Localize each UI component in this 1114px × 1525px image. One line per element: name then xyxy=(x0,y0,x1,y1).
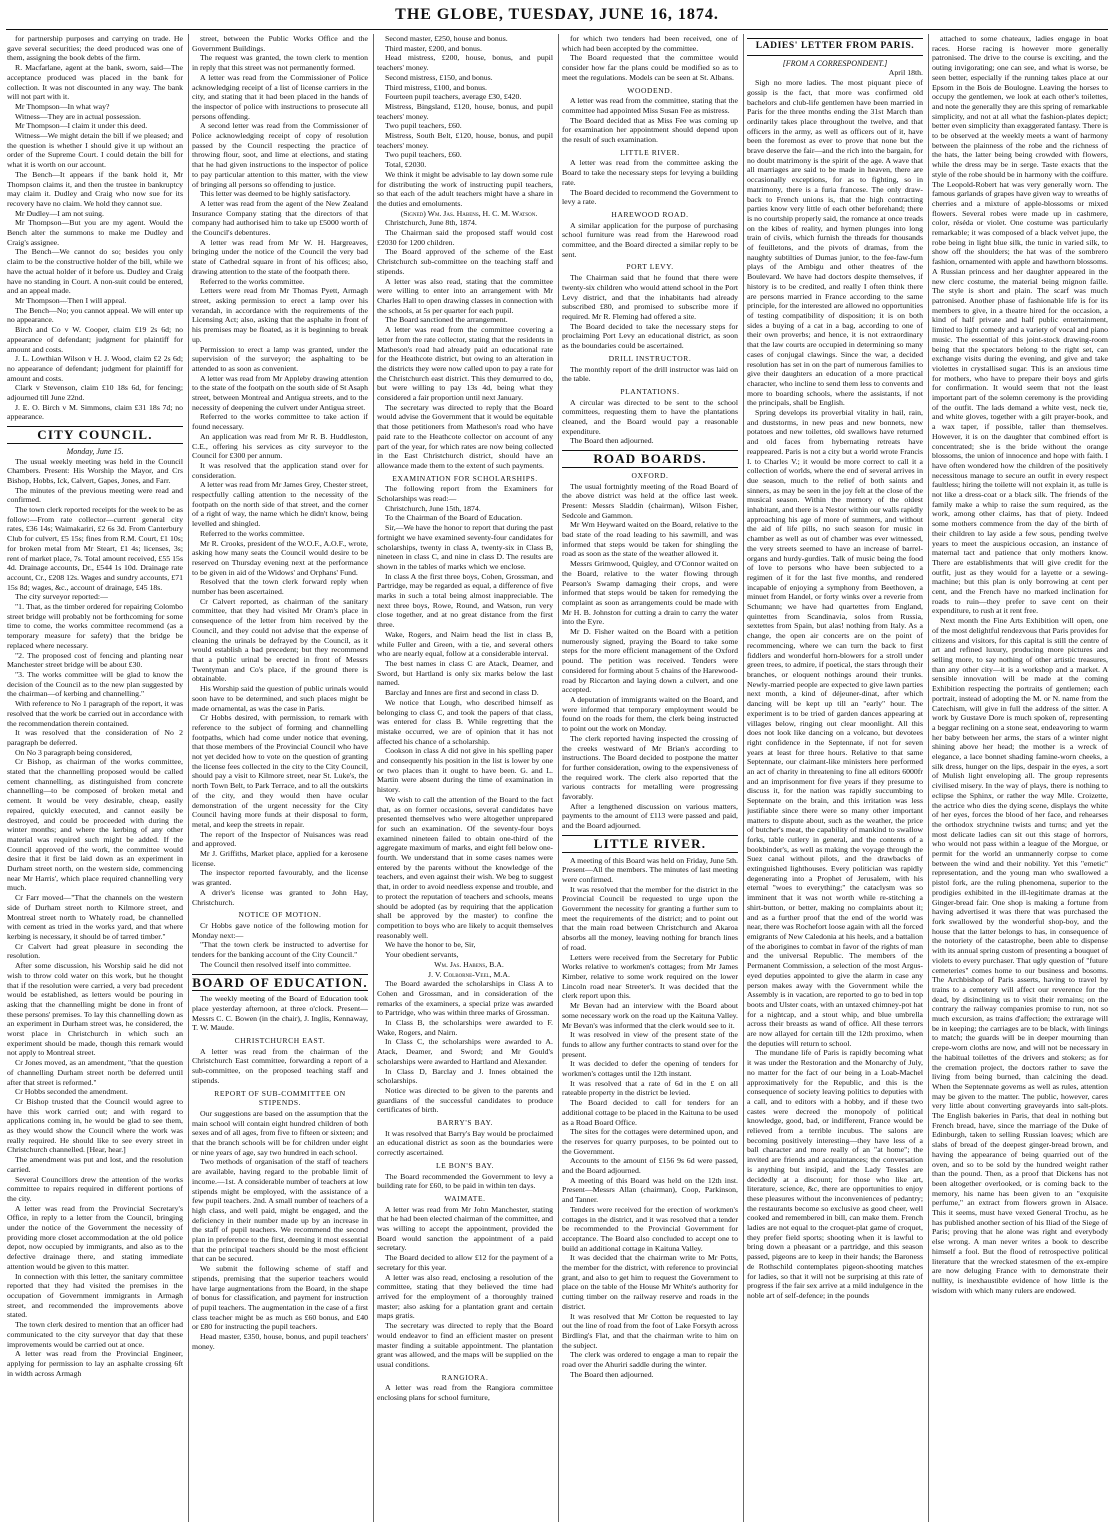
paragraph: The Board decided to recommend the Government to levy a rate. xyxy=(562,187,738,207)
paragraph: Cr Bishop trusted that the Council would agree to have this work carried out; and with regard to applications coming in, he would be glad to see them, as they would show the Council where the work was really required. He should like to see every street in Christchurch channelled. [Hear, hear.] xyxy=(7,1096,183,1155)
paragraph: We submit the following scheme of staff and stipends, premising that the superior teachers would have large augmentations from the Board, in the shape of bonus for classification, and payment for instruction of pupil teachers. The augmentation in the case of a first class teacher might be as much as £60 bonus, and £40 or £80 for instructing the pupil teachers. xyxy=(192,1264,368,1332)
section-heading-board-of-education: BOARD OF EDUCATION. xyxy=(192,974,368,990)
paragraph: Mistress, Bingsland, £120, house, bonus, and pupil teachers' money. xyxy=(377,101,553,121)
paragraph: Third master, £200, and bonus. xyxy=(385,43,482,53)
paragraph: "2. The proposed cost of fencing and planting near Manchester street bridge will be about £30. xyxy=(7,650,183,670)
subheading-christchurch-east: CHRISTCHURCH EAST. xyxy=(234,1036,326,1046)
paragraph: It was decided that the chairman write to Mr Potts, the member for the district, with reference to provincial grant, and also to get him to request the Government to place on the table of the House Mr White's authority for cutting timber on the railway reserve and roads in the district. xyxy=(562,1253,738,1311)
paragraph: The Bench—We cannot do so; besides you only claim to be the constructive holder of the bill, while we have the actual holder of it before us. Dudley and Craig have no standing in Court. A non-suit could be entered, and an appeal made. xyxy=(7,247,183,296)
subheading-little-river: LITTLE RIVER. xyxy=(620,147,680,157)
signature: (Signed) Wm. Jas. Habens, H. C. M. Watson. xyxy=(400,208,538,218)
paragraph: Mr Bevan had an interview with the Board about some necessary work on the road up the Kaituna Valley. Mr Bevan's was informed that the clerk would see to it. xyxy=(562,1001,738,1030)
subheading-examination: EXAMINATION FOR SCHOLARSHIPS. xyxy=(392,473,538,483)
paragraph: A letter was read from Mr Appleby drawing attention to the state of the footpath on the south side of St Asaph street, between Montreal and Antigua streets, and to the necessity of deepening the culvert under Antigua street. xyxy=(192,373,368,412)
paragraph: The inspector reported favourably, and the license was granted. xyxy=(192,868,368,888)
paragraph: Mr Dudley—I am not suing. xyxy=(15,208,105,218)
paragraph: The Chairman said that he found that there were twenty-six children who would attend school in the Port Levy district, and that the inhabitants had already subscribed £80, and promised to subscribe more if required. Mr R. Fleming had offered a site. xyxy=(562,273,738,321)
paragraph: The weekly meeting of the Board of Education took place yesterday afternoon, at three o'clock. Present—Messrs C. C. Bowen (in the chair), J. Inglis, Kennaway, T. W. Maude. xyxy=(192,994,368,1033)
column-divider xyxy=(928,34,929,1522)
paragraph: Christchurch, June 15th, 1874. xyxy=(385,503,481,513)
paragraph: In Class D, Barclay and J. Innes obtained the scholarships. xyxy=(377,1066,553,1086)
paragraph: The Board decided to allow £12 for the payment of a secretary for this year. xyxy=(377,1253,553,1272)
paragraph: A letter was read from Mr W. H. Hargreaves, bringing under the notice of the Council the very bad state of Cathedral square in front of his offices; also, drawing attention to the state of the footpath there. xyxy=(192,237,368,276)
signature: Wm. Jas. Habens, B.A. xyxy=(434,959,504,969)
paragraph: Cr Calvert reported, as chairman of the sanitary committee, that they had visited Mr Oram's place in consequence of the letter from him received by the Council, and they could not advise that the expense of cleaning the urinals be defrayed by the Council, as it would establish a bad precedent; but they recommend that a public urinal be erected in front of Messrs Twentyman and Co's place, if the ground there is obtainable. xyxy=(192,596,368,684)
paragraph: A meeting of this Board was held on the 12th inst. Present—Messrs Allan (chairman), Coop, Parkinson, and Tanner. xyxy=(562,1175,738,1205)
paragraph: Mr D. Fisher waited on the Board with a petition numerously signed, praying the Board to take some steps for the more efficient management of the Oxford pound. The petition was received. Tenders were considered for forming about 5 chains of the Harewood-road by Riccarton and laying down a culvert, and one accepted. xyxy=(562,627,738,695)
paragraph: The Bench—It appears if the bank hold it, Mr Thompson claims it, and then the trustee in bankruptcy may claim it. Dudley and Craig who now sue for its recovery have no claim. We hold they cannot sue. xyxy=(7,169,183,208)
subheading-le-bons-bay: LE BON'S BAY. xyxy=(435,1160,495,1170)
paragraph: Tenders were received for the erection of workmen's cottages in the district, and it was resolved that a tender be recommended to the Provincial Government for acceptance. The Board also concluded to accept one to build an additional cottage in Kaituna Valley. xyxy=(562,1204,738,1253)
paragraph: Cr Jones moved, as an amendment, "that the question of channelling Durham street north be deferred until after that street is reformed." xyxy=(7,1058,183,1087)
paragraph: Witness—They are in actual possession. xyxy=(15,111,141,121)
paragraph: His Worship said the question of public urinals would soon have to be determined, and such places might be made ornamental, as was the case in Paris. xyxy=(192,684,368,713)
paragraph: We wish to call the attention of the Board to the fact that, as on former occasions, several candidates have presented themselves who were altogether unprepared for such an examination. Of the seventy-four boys examined nineteen failed to obtain one-third of the aggregate maximum of marks, and eight fell below one-fourth. We understand that in some cases names were entered by the parents without the knowledge of the teachers, and even against their wish. We beg to suggest that, in order to avoid needless expense and trouble, and to protect the reputation of teachers and schools, means should be adopted (as by requiring that the application shall be approved by the master) to confine the competition to boys who are likely to acquit themselves reasonably well. xyxy=(377,794,553,940)
paragraph: "That the town clerk be instructed to advertise for tenders for the banking account of the City Council." xyxy=(192,940,368,960)
paragraph: Messrs Grimwood, Quigley, and O'Connor waited on the Board, relative to the water flowing through Pearson's Swamp damaging their crops, and were informed that steps would be taken for remedying the complaint as soon as arrangements could be made with Mr H. B. Johnston for cutting a drain to carry the water into the Eyre. xyxy=(562,559,738,627)
subheading-plantations: PLANTATIONS. xyxy=(620,386,680,396)
paragraph: Mr Thompson—But you are my agent. Would the Bench alter the summons to make me Dudley and Craig's assignee. xyxy=(7,218,183,247)
subheading-notice-of-motion: NOTICE OF MOTION. xyxy=(238,910,322,920)
paragraph: A letter was read from the chairman of the Christchurch East committee, forwarding a report of a sub-committee, on the proposed teaching staff and stipends. xyxy=(192,1046,368,1085)
paragraph: Second master, £250, house and bonus. xyxy=(385,34,508,43)
paragraph: Second mistress, £150, and bonus. xyxy=(385,72,493,82)
paragraph: A letter was read from Mr James Grey, Chester street, respectfully calling attention to the necessity of the footpath on the north side of that street, and the corner of a right of way, the name which he didn't know, being levelled and shingled. xyxy=(192,480,368,529)
paragraph: Mr R. Crooks, president of the W.O.F., A.O.F., wrote, asking how many seats the Council would desire to be reserved on Thursday evening next at the performance to be given in aid of the Widows' and Orphans' Fund. xyxy=(192,538,368,577)
paragraph: Mr Thompson—In what way? xyxy=(15,101,110,111)
paragraph: Next month the Fine Arts Exhibition will open, one of the most delightful rendezvous that Paris provides for citizens and visitors, for this capital is still the centre of art and refined luxury, producing more pictures and selling more, to say nothing of other artistic treasures, than any other city—it is a workshop and a market. A sensible innovation will be made at the coming Exhibition respecting the portraits of gentlemen; each portrait, instead of adopting the M. or N. name from the Catechism, will give in full the address of the sitter. A work by Gustave Dore is much spoken of, representing a beggar reclining on a stone seat, endeavoring to warm her baby between her arms, the stars of a winter night shining above her head; the mother is a wreck of elegance, a lace bonnet shading famine-worn cheeks, a silk dress, hunger on the lips, despair in the eyes, a sort of Mulish light enveloping all. The group represents civilised misery. In the way of plays, there is nothing to eclipse the Sphinx, or rather the way Mlle. Croizette, the actrice who dies the dying scene, displays the white of her eyes, forces the blood of her face, and rehearses the orthodox strychnine twists and turns; and yet the most delicate ladies can sit out this stage of horrors, who would not pass within a league of the Morgue, or permit for the world an unmannerly corpse to come between the wind and their nobility. Yet this "emetic" representation, and the young man who swallowed a pistol fork, are the ruling phenomena, superior to the prodigies exhibited in the ill-legitimate dramas at the Ginger-bread fair. One shop is making a fortune from having advertised it was there that was purchased the fork swallowed by the wonderful shop-boy, and the house that the latter belongs to has, in consequence of the notoriety of the catastrophe, been able to dispense with its annual spring custom of presenting a bouquet of violets to every purchaser. That ugly question of "future cemeteries" comes home to our business and bosoms. The Archbishop of Paris asserts, having to travel by trains to a cemetery will affect our reverence for the dead, by disinclining us to visit their remains; on the contrary the railway companies promise to run, not so much excursion, as trains d'affection; the extrarage will be in keeping; the carriages are to be black, with linings to match; the guards will be in deeper mourning than crepe-worn cloths are now, and will not be necessary in the habitual toilettes of the drivers and stokers; as for the cremation project, the doctors rather to save the living from being burned, than calcining the dead. When the Septennate governs as well as rules, attention may be given to the matter. The public, however, cares very little about converting graveyards into salt-plots. The English bakeries in Paris, that deal in nothing but French bread, have, since the marriage of the Duke of Edinburgh, taken to selling Russian loaves; which are slabs of bread of the deepest ginger-bread brown, and having the appearance of being quarried out of the oven, and so to be sold by the hundred weight rather than the pound. Then, as a proof that Dickens has not been altogether overlooked, or is coming back to the memory, his name has been given to an "exquisite perfume," an extract from flowers grown in Alsace. This it seems, must have vexed General Trochu, as he has published another section of his Iliad of the Siege of Paris; proving that he alone was right and everybody else wrong. A man never writes a book to describe himself a fool. But the flood of retrospective political literature that the wrecked statesmen of the ex-empire are now deluging France with to demonstrate their nullity, is inexhaustible evidence of how little is the wisdom with which many rulers are endowed. xyxy=(932,616,1108,1295)
paragraph: Third mistress, £100, and bonus. xyxy=(385,82,488,92)
paragraph: With reference to No 1 paragraph of the report, it was resolved that the work be carried out in accordance with the recommendation therein contained. xyxy=(7,699,183,728)
paragraph: Referred to the works committee. xyxy=(200,276,305,286)
paragraph: Mr Thompson—Then I will appeal. xyxy=(15,295,127,305)
paragraph: Sigh no more ladies. The most piquant piece of gossip is the fact, that more was confirmed old bachelors and club-life gentlemen have been married in Paris for the three months ending the 31st March than ordinarily takes place throughout the twelve, and that officers in the army, as well as officers out of it, have been the foremost as ever to prove that none but the brave deserve the fair—and the rich into the bargain, for no doubt matrimony is the spirit of the age. A wave that all marriages are said to be made in heaven, there are occasionally exceptions, for as to fighting, so in matrimony, there is a furia francese. The only draw-back to French unions is, that the high contracting parties know very little of each other beforehand; there is no courtship properly said, the romance at once treads on the kibes of reality, and hymen plunges into long train of civils, which furnish the threads for thousands of feuilletons, and the pivots of dramas, from the naughty subtilties of Dumas junior, to the fee-faw-fum plays of the Ambigu and other theatres of the Boulevard. We have had doctors despite themselves, if history is to be credited, and really I often think there are persons married in France according to the same principle, for the interested are allowed no opportunities of testing compatibility of disposition; it is on both sides a buying of a cat in a bag, according to one of their own proverbs; and hence, it is not extraordinary that the law courts are occupied in determining so many cases of conjugal clawings. Since the war, a decided resolution has set in on the part of numerous families to give their daughters an education of a more practical character, who incline to send them less to convents and more to boarding schools, where the assistants, if not the principals, shall be English. xyxy=(747,78,923,408)
paragraph: The Board sanctioned the arrangement. xyxy=(385,315,508,325)
paragraph: Cookson in class A did not give in his spelling paper and consequently his position in the list is lower by one or two places than it ought to have been. G. and L. Martin were absent during the time of examination in history. xyxy=(377,746,553,795)
paragraph: It was resolved that a rate of 6d in the £ on all rateable property in the district be levied. xyxy=(562,1078,738,1098)
paragraph: The following report from the Examiners for Scholarships was read:— xyxy=(377,484,553,504)
paragraph: Cr Hobbs gave notice of the following motion for Monday next:— xyxy=(192,920,368,940)
paragraph: A letter was also read, enclosing a resolution of the committee, stating that they believed the time had arrived for the employment of a thoroughly trained master; also asking for a plantation grant and certain maps gratis. xyxy=(377,1272,553,1321)
column-divider xyxy=(188,34,189,1522)
paragraph: A letter was read from the Rangiora committee enclosing plans for school furniture, xyxy=(377,1383,553,1403)
paragraph: Two methods of organisation of the staff of teachers are available, having regard to the probable limit of income.—1st. A considerable number of teachers at low stipends might be employed, with the assistance of a few pupil teachers. 2nd. A small number of teachers of a high class, and well paid, might be engaged, and the deficiency in their number made up by an increase in the staff of pupil teachers. We recommend the second plan in preference to the first, deeming it most essential that the principal teachers should be the most efficient that can be secured. xyxy=(192,1157,368,1264)
paragraph: Referred to the works committee. xyxy=(200,528,305,538)
paragraph: Mistress, South Belt, £120, house, bonus, and pupil teachers' money. xyxy=(377,131,553,150)
paragraph: To the Chairman of the Board of Education. xyxy=(385,513,523,523)
paragraph: The minutes of the previous meeting were read and confirmed. xyxy=(7,485,183,505)
dateline: Monday, June 15. xyxy=(66,446,124,456)
column-5 xyxy=(747,34,923,1522)
paragraph: for partnership purposes and carrying on trade. He gave several securities; the deed produced was one of them, assigning the book debts of the firm. xyxy=(7,34,183,63)
paragraph: Letters were received from the Secretary for Public Works relative to workmen's cottages; from Mr James Kimber, relative to some work required on the lower Lincoln road near Streeter's. It was decided that the clerk report upon this. xyxy=(562,952,738,1001)
paragraph: We have the honor to be, Sir, xyxy=(385,940,476,950)
paragraph: The Council then resolved itself into committee. xyxy=(200,959,351,969)
paragraph: In Class C, the scholarships were awarded to A. Atack, Deamer, and Sword; and Mr Gould's scholarships were awarded to Hartland and Alexander. xyxy=(377,1037,553,1066)
paragraph: Head master, £350, house, bonus, and pupil teachers' money. xyxy=(192,1332,368,1351)
paragraph: In class A the first three boys, Cohen, Grossman, and Partridge, may be regarded as equal, a difference of five marks in such a total being almost inappreciable. The next three boys, Rowe, Round, and Watson, run very close together, and at no great distance from the first three. xyxy=(377,571,553,630)
paragraph: Clark v Stevenson, claim £10 18s 6d, for fencing; adjourned till June 22nd. xyxy=(7,383,183,403)
paragraph: A deputation of immigrants waited on the Board, and were informed that temporary employment would be found on the roads for them, the clerk being instructed to point out the work on Monday. xyxy=(562,695,738,734)
paragraph: A circular was directed to be sent to the school committees, requesting them to have the plantations cleaned, and the Board would pay a reasonable expenditure. xyxy=(562,397,738,436)
paragraph: Witness—We might detain the bill if we pleased; and the question is whether I should give it up without an order of the Supreme Court. I could detain the bill for what it is worth on our account. xyxy=(7,131,183,170)
masthead-rule xyxy=(6,29,1108,30)
paragraph: R. Macfarlane, agent at the bank, sworn, said—The acceptance produced was placed in the bank for collection. It was not discounted in any way. The bank will not part with it. xyxy=(7,63,183,102)
subheading-oxford: OXFORD. xyxy=(631,470,669,480)
paragraph: "1. That, as the timber ordered for repairing Colombo street bridge will probably not be forthcoming for some time to come, the works committee recommend (as a temporary measure for safety) that the bridge be replaced where necessary. xyxy=(7,602,183,650)
column-divider xyxy=(373,34,374,1522)
paragraph: It was resolved that the consideration of No 2 paragraph be deferred. xyxy=(7,728,183,747)
paragraph: The secretary was directed to reply that the Board would endeavor to find an efficient master on present master finding a suitable appointment. The plantation grant was allowed, and the maps will be supplied on the usual conditions. xyxy=(377,1321,553,1369)
paragraph: attached to some chateaux, ladies engage in boat races. Horse racing is however more generally patronised. The drive to the course is exciting, and the outing invigorating; one can see, and what is worse, be seen better, especially if the running takes place at our Epsom in the Bois de Boulogne. Leaving the horses to occupy the gentlemen, we look at each other's toilettes, and note the generally they are this spring of remarkable simplicity, and not at all what the fashion-plates depict; better even simplicity than exaggerated fantasy. There is to be observed at the weekly meets a want of harmony between the plainness of the robe and the richness of the hats, the latter being being crowded with flowers, while the dress may be in serge. Taste exacts that the style of the robe should be in harmony with the coiffure. The Leopold-Robert hat was very generally worn. The famous garlands of grapes have given way to wreaths of cherries and a mixture of apple-blossoms or mixed flowers. Several robes were made up in cashmere, color, réséda or violet. One costume was particularly remarkable; it was composed of a black velvet jupe, the robe being in light blue silk, the tunic in varied silk, to show off the shoulders; the hat was of the sombrero fashion, ornamented with apple and hawthorn blossoms. A Russian princess and her daughter appeared in the new clerc costume, the material being mignon faille. The style is short and plain. The scarf was much patronised. Another phase of fashionable life is for its members to give, in a theatre hired for the occasion, a kind of half private and half public entertainment, limited to light comedy and a variety of vocal and piano music. The essential of this joint-stock drawing-room being that the spectators belong to the right set, can exchange visits during the evening, and give and take violettes in crystallised sugar. This is an anxious time for mothers, who have to prepare their boys and girls for confirmation. It would seem that not the least important part of the solemn ceremony is the providing of the outfit. The lads demand a white vest, neck tie, and white gloves, together with a gilt prayer-book, and a wax taper, if possible, taller than themselves. However, it is on the daughter that combined effort is concentrated; she is the bride without the orange blossoms, the union of innocence and hope with faith. I have often wondered how the children of the positively necessitous manage to secure an outfit in every respect faultless; hiring the toilette will not explain it, as tulle is not like a dress-coat or a black silk. The friends of the family make a whip to raise the sum required, as the work, among other claims, has that of piety. Indeed some mothers commence from the day of the birth of their children to lay aside a few sous, pending twelve years to meet the auspicious occasion, an instance of maternal tact and patience that only mothers know. There are establishments that will give credit for the outfit, just as they would for a layette or a sewing-machine; but this plan is only borrowing at cent per cent, and the French have no marked inclination for roads to ruin—they prefer to save cent on their expenditure, to rush at it rent free. xyxy=(932,34,1108,616)
paragraph: Cr Hobbs desired, with permission, to remark with reference to the subject of forming and channelling footpaths, which had come under notice that evening, that those members of the Provincial Council who have not yet decided how to vote on the question of granting the license fees collected in the city to the City Council, should pay a visit to Kilmore street, near St. Luke's, the north Town Belt, to Park Terrace, and to all the outskirts of the city, and they would then have ocular demonstration of the urgent necessity for the City Council having more funds at their disposal to form, metal, and keep the streets in repair. xyxy=(192,713,368,829)
column-divider xyxy=(558,34,559,1522)
paragraph: Mr Wm Heyward waited on the Board, relative to the bad state of the road leading to his sawmill, and was informed that steps would be taken for shingling the road as soon as the state of the weather allowed it. xyxy=(562,520,738,559)
paragraph: Referred to the works committee to take action if found necessary. xyxy=(192,412,368,432)
paragraph: The report of the Inspector of Nuisances was read and approved. xyxy=(192,829,368,849)
paragraph: Two pupil teachers, £60. xyxy=(385,121,462,131)
paragraph: J. E. O. Birch v M. Simmons, claim £31 18s 7d; no appearance. xyxy=(7,402,183,422)
paragraph: street, between the Public Works Office and the Government Buildings. xyxy=(192,34,368,53)
paragraph: Cr Calvert had great pleasure in seconding the resolution. xyxy=(7,941,183,961)
paragraph: The amendment was put and lost, and the resolution carried. xyxy=(7,1155,183,1174)
paragraph: Total, £2030. xyxy=(385,160,427,170)
section-heading-ladies-letter: LADIES' LETTER FROM PARIS. xyxy=(747,38,923,56)
paragraph: "3. The works committee will be glad to know the decision of the Council as to the new plan suggested by the chairman—of kerbing and channelling." xyxy=(7,670,183,699)
paragraph: Cr Farr moved—"That the channels on the western side of Durham street north to Kilmore street, and Montreal street north to Whately road, be channelled with cement as tried in the works yard, and that where kerbing is necessary, it should be of tarred timber." xyxy=(7,893,183,941)
paragraph: A letter was read from the Commissioner of Police acknowledging receipt of a list of license carriers in the city, and stating that it had been placed in the hands of the inspector of police with instructions to prosecute all persons offending. xyxy=(192,72,368,121)
column-1 xyxy=(7,34,183,1522)
paragraph: We think it might be advisable to lay down some rule for distributing the work of instructing pupil teachers, so that each of the adult teachers might have a share in the duties and emoluments. xyxy=(377,169,553,208)
paragraph: Notice was directed to be given to the parents and guardians of the successful candidates to produce certificates of birth. xyxy=(377,1085,553,1115)
paragraph: On No 3 paragraph being considered, xyxy=(15,747,132,757)
paragraph: The sites for the cottages were determined upon, and the reserves for quarry purposes, to be pointed out to the Government. xyxy=(562,1127,738,1156)
masthead: THE GLOBE, TUESDAY, JUNE 16, 1874. xyxy=(395,6,719,23)
paragraph: The monthly report of the drill instructor was laid on the table. xyxy=(562,364,738,384)
paragraph: The Board awarded the scholarships in Class A to Cohen and Grossman, and in consideration of the remarks of the examiners, a special prize was awarded to Partridge, who was within three marks of Grossman. xyxy=(377,979,553,1018)
paragraph: Our suggestions are based on the assumption that the main school will contain eight hundred children of both sexes and of all ages, from five to fifteen or sixteen; and that the branch schools will be for children under eight or nine years of age, say two hundred in each school. xyxy=(192,1108,368,1157)
paragraph: The Board decided to take the necessary steps for proclaiming Port Levy an educational district, as soon as the boundaries could be ascertained. xyxy=(562,321,738,351)
paragraph: A letter was read from the committee covering a letter from the rate collector, stating that the residents in Matheson's road had already paid an educational rate for the Heathcote district, but owing to an alteration in the districts they were now called upon to pay a rate for the Christchurch east district. This they demurred to do, but were willing to pay 13s 4d, being what they considered a fair proportion until next January. xyxy=(377,325,553,403)
paragraph: The clerk was ordered to engage a man to repair the road over the Ahuriri saddle during the winter. xyxy=(562,1350,738,1370)
paragraph: Accounts to the amount of £156 9s 6d were passed, and the Board adjourned. xyxy=(562,1156,738,1176)
paragraph: A meeting of this Board was held on Friday, June 5th. Present—All the members. The minutes of last meeting were confirmed. xyxy=(562,855,738,884)
subheading-woodend: WOODEND. xyxy=(627,85,673,95)
paragraph: The Board then adjourned. xyxy=(570,1369,654,1379)
paragraph: The mundane life of Paris is rapidly becoming what it was under the Restoration and the Monarchy of July, no matter for the fact of our being in a Loab-Machel approximatively for the Republic, and this is the consequence of society leaving politics to deputies with a call, and to editors with a hobby, and if these two castes were decreed the monopoly of political knowledge, good, bad, or indifferent, France would be relieved from a terrible incubus. The salons are becoming positively interesting—they have less of a ball character and more really of an "at home"; the invited are friends and acquaintances; the conversation is anything but insipid, and the Lady Tessles are decidedly at a discount; for those who like art, literature, science, &c, there are opportunities to enjoy these pleasures without the inconveniences of pedantry; the restaurants become so exclusive as good cheer, well cooked and remembered in bill, can make them. French ladies are not equal to the croquet-plat game of croquet, they prefer field sports; shooting when it is lawful to bring down a pheasant or a partridge, and this season passed, pigeons are to keep in their hands; the Baroness de Rothschild contemplates pigeon-shooting matches for ladies, so that it will not be surprising at this rate of progress if the fair sex arrive at a mild indulgence in the noble art of self-defence; in the pounds xyxy=(747,1048,923,1300)
paragraph: The Board decided to call for tenders for an additional cottage to be placed in the Kaituna to be used as a Road Board Office. xyxy=(562,1098,738,1127)
paragraph: After a lengthened discussion on various matters, payments to the amount of £113 were passed and paid, and the Board adjourned. xyxy=(562,801,738,831)
paragraph: A letter was also read, stating that the committee were willing to enter into an arrangement with Mr Charles Hall to open drawing classes in connection with the schools, at 5s per quarter for each pupil. xyxy=(377,276,553,315)
paragraph: Christchurch, June 8th, 1874. xyxy=(385,218,477,228)
paragraph: The Board approved of the scheme of the East Christchurch sub-committee on the teaching staff and stipends. xyxy=(377,247,553,276)
paragraph: In connection with this letter, the sanitary committee reported that they had visited the premises in the occupation of Government immigrants in Armagh street, and recommended the improvements above stated. xyxy=(7,1271,183,1320)
paragraph: The Board then adjourned. xyxy=(570,436,654,446)
paragraph: The Bench—No; you cannot appeal. We will enter up no appearance. xyxy=(7,305,183,325)
paragraph: Wake, Rogers, and Nairn head the list in class B, while Fuller and Green, with a tie, and several others who are nearly equal, follow at a considerable interval. xyxy=(377,629,553,659)
paragraph: Fourteen pupil teachers, average £30, £420. xyxy=(385,92,522,102)
paragraph: The usual weekly meeting was held in the Council Chambers. Present: His Worship the Mayor, and Crs Bishop, Hobbs, Ick, Calvert, Gapes, Jones, and Farr. xyxy=(7,456,183,485)
paragraph: A letter was read from the Provincial Engineer, applying for permission to lay an asphalte crossing 6ft in width across Armagh xyxy=(7,1349,183,1378)
paragraph: Birch and Co v W. Cooper, claim £19 2s 6d; no appearance of defendant; judgment for plaintiff for amount and costs. xyxy=(7,325,183,354)
paragraph: It was resolved that Mr Cotton be requested to lay out the line of road from the foot of Lake Forsyth across Birdling's Flat, and that the chairman write to him on the subject. xyxy=(562,1311,738,1350)
subheading-port-levy: PORT LEVY. xyxy=(626,262,674,272)
paragraph: An application was read from Mr R. B. Huddleston, C.E., offering his services as city surveyor to the Council for £300 per annum. xyxy=(192,431,368,461)
paragraph: Letters were read from Mr Thomas Pyett, Armagh street, asking permission to erect a lamp over his verandah, in accordance with the requirements of the Licensing Act; also, asking that the asphalte in front of his premises may be floated, as it is beginning to break up. xyxy=(192,286,368,344)
section-heading-little-river: LITTLE RIVER. xyxy=(562,835,738,853)
paragraph: J. L. Lowthian Wilson v H. J. Wood, claim £2 2s 6d; no appearance of defendant; judgment for plaintiff for amount and costs. xyxy=(7,354,183,383)
subheading-barrys-bay: BARRY'S BAY. xyxy=(436,1118,494,1128)
paragraph: A letter was read from the Provincial Secretary's Office, in reply to a letter from the Council, bringing under the notice of the Government the necessity of providing more closet accommodation at the old police depot, now occupied by immigrants, and also as to the defective drainage there, and stating immediate attention would be given to this matter. xyxy=(7,1203,183,1271)
paragraph: The city surveyor reported:— xyxy=(15,592,108,602)
paragraph: A letter was read from Mr John Manchester, stating that he had been elected chairman of the committee, and was willing to accept the appointment, provided the Board would sanction the appointment of a paid secretary. xyxy=(377,1204,553,1253)
paragraph: The request was granted, the town clerk to mention in reply that this street was not permanently formed. xyxy=(192,53,368,73)
paragraph: We notice that Lough, who described himself as belonging to class C, and took the papers of that class, was entered for class B. While regretting that the mistake occurred, we are of opinion that it has not affected his chance of a scholarship. xyxy=(377,697,553,746)
paragraph: It was resolved in view of the present state of the funds to allow any further contracts to stand over for the present. xyxy=(562,1030,738,1059)
subheading-report: REPORT OF SUB-COMMITTEE ON STIPENDS. xyxy=(214,1088,346,1108)
paragraph: The clerk reported having inspected the crossing of the creeks westward of Mr Brian's according to instructions. The Board decided to postpone the matter for further consideration, owing to the expensiveness of the required work. The clerk also reported that the various contracts for metalling were progressing favorably. xyxy=(562,733,738,802)
paragraph: In Class B, the scholarships were awarded to F. Wake, Rogers, and Nairn. xyxy=(377,1018,553,1037)
paragraph: After some discussion, his Worship said he did not wish to throw cold water on this work, but he thought that if the resolution were carried, a very bad precedent would be established, as letters would be pouring in asking that the channelling might be done in front of these persons' premises. To lay this channelling down as an experiment in Durham street was, he considered, the worst place in Christchurch in which such an experiment should be made, though this remark would not apply to Montreal street. xyxy=(7,961,183,1058)
paragraph: The secretary was directed to reply that the Board would advise the Government that it would be equitable that those petitioners from Matheson's road who have paid rate to the Heathcote collector on account of any part of the year, for which rates are now being collected in the East Christchurch district, should have an allowance made them to the extent of such payments. xyxy=(377,402,553,470)
section-heading-city-council: CITY COUNCIL. xyxy=(7,426,183,444)
paragraph: A letter was read from the committee, stating that the committee had appointed Miss Susan Fee as mistress. xyxy=(562,96,738,115)
paragraph: Mr J. Griffiths, Market place, applied for a kerosene license. xyxy=(192,849,368,868)
paragraph: Your obedient servants, xyxy=(385,950,459,960)
paragraph: Barclay and Innes are first and second in class D. xyxy=(385,688,539,698)
paragraph: The town clerk reported receipts for the week to be as follow:—From rate collector—current general city rates, £36 14s; Waimakariri, £2 6s 3d. From Canterbury Club for culvert, £5 15s; fines from R.M. Court, £1 10s; for broken metal from Mr Steart, £1 4s; licenses, 3s; rent of market place, 7s. Total amount received, £55 15s 4d. Drainage accounts, Dr., £544 1s 10d. Drainage rate account, Cr., £208 12s. Wages and sundry accounts, £71 15s 8d; wages, &c., account of drainage, £45 18s. xyxy=(7,505,183,592)
paragraph: It was resolved that the member for the district in the Provincial Council be requested to urge upon the Government the necessity for granting a further sum to meet the requirements of the district; and to point out that the main road between Christchurch and Akaroa absorbs all the money, leaving nothing for branch lines of road. xyxy=(562,884,738,952)
paragraph: The Chairman said the proposed staff would cost £2030 for 1200 children. xyxy=(377,228,553,247)
paragraph: Mr Thompson—I claim it under this deed. xyxy=(15,121,148,131)
paragraph: The Board recommended the Government to levy a building rate for £60, to be paid in within ten days. xyxy=(377,1171,553,1191)
paragraph: A letter was read from the agent of the New Zealand Insurance Company stating that the directors of that company had authorised him to take up £5000 worth of the Council's debentures. xyxy=(192,198,368,238)
paragraph: Several Councillors drew the attention of the works committee to repairs required in different portions of the city. xyxy=(7,1174,183,1203)
subheading-rangiora: RANGIORA. xyxy=(441,1372,489,1382)
paragraph: Resolved that the town clerk forward reply when number has been ascertained. xyxy=(192,577,368,597)
paragraph: The best names in class C are Atack, Deamer, and Sword, but Hartland is only six marks below the last named. xyxy=(377,659,553,688)
byline: [FROM A CORRESPONDENT.] xyxy=(782,58,888,68)
paragraph: Cr Hobbs seconded the amendment. xyxy=(15,1087,128,1097)
paragraph: Cr Bishop, as chairman of the works committee, stated that the channelling proposed would be called cement channelling, as distinguished from concrete channelling—to be composed of broken metal and cement. It would be very desirable, cheap, easily repaired, quickly executed, and cannot easily be destroyed, and could be proceeded with during the winter months; and where the kerbing of any other material was required such might be added. If the Council approved of the work, the committee would desire that it first be laid down as an experiment in Durham street north, on the western side, commencing near Mr Harris', which place required channelling very much. xyxy=(7,757,183,893)
paragraph: It was decided to defer the opening of tenders for workmen's cottages until the 12th instant. xyxy=(562,1059,738,1079)
column-2 xyxy=(192,34,368,1522)
paragraph: This letter was deemed to be highly satisfactory. xyxy=(200,189,351,199)
paragraph: The Board requested that the committee would consider how far the plans could be modified so as to meet the regulations. Models can be seen at St. Albans. xyxy=(562,53,738,82)
paragraph: The usual fortnightly meeting of the Road Board of the above district was held at the office last week. Present: Messrs Sladdin (chairman), Wilson Fisher, Sedcole and Gammon. xyxy=(562,481,738,520)
subheading-waimate: WAIMATE. xyxy=(444,1193,486,1203)
subheading-harewood-road: HAREWOOD ROAD. xyxy=(611,209,689,219)
paragraph: for which two tenders had been received, one of which had been accepted by the committee. xyxy=(562,34,738,53)
paragraph: It was resolved that the application stand over for consideration. xyxy=(192,460,368,480)
signature: J. V. Colborne-Veel, M.A. xyxy=(428,969,510,979)
column-3 xyxy=(377,34,553,1522)
column-divider xyxy=(743,34,744,1522)
paragraph: Spring develops its proverbial vitality in hail, rain, and duststorms, in new peas and new bonnets, new potatoes and new toilettes, old swallows have returned and old faces from hybernating retreats have reappeared. Paris is not a city but a world wrote Francis I. to Charles V.; it would be more correct to call it a collection of worlds, where the end of several arrives in due season, much to the relief of both saints and sinners, as may be seen in the joy felt at the close of the musical season. Within the memory of the oldest inhabitant, and there is a Nestor within our walls rapidly approaching his age of more of summers, and without the aid of life pills, no such season for music in chamber as well as out of chamber was ever witnessed, the very streets seemed to have an increase of barrel-organs and hurdy-gurdies. Talk of music being the food of love to persons who have been subjected to a regimen of it for the last five months, and rendered incapable of enjoying a symphony from Beethoven, a minuet from Handel, or forty winks over a reverie from Schumann; we have had quartettes from England, quintettes from Scandinavia, solos from Russia, sextettes from Spain, but alas! nothing from Italy. As a change, the open air concerts are on the point of recommencing, where we can turn the back to first fiddlers and wonderful horn-blowers for a stroll under green trees, to admire, if poetical, the stars through their branches, or eloquent nothings around their trunks. Newly-married people are expected to give lawn parties next month, a kind of déjeuner-dinat, after which dancing will be kept up till an "early" hour. The experiment is to be tried of garden dances appearing at villages below, ringing out clear moonlight. All this does not look like dancing on a volcano, but devotees right confidence in the Septennate, if not for seven years at least for three hours. Relative to that same Septennate, our claimant-like ministers here performed an act of charity in threatening to fine all editors 6000fr and an imprisonment for five years if they presume to discuss it, for the nation was rapidly succumbing to Septennate on the brain, and this irritation was less justifiable since there were so many other important matters to dispute about, such as the weather, the price of butcher's meat, the capability of mankind to swallow forks, table cutlery in general, and the contents of a bookbinder's, as well as making the voyage through the Suez canal without pilots, and the drawbacks of extinguished lighthouses. Every politician was rapidly degenerating into a Prophet of Jerusalem, with his eternal "woes to everything;" the cataclysm was so imminent that it was not worth while re-stitching a shirt-button, or better, making no complaints about it; and as a further proof that the end of the world was near, there was Rochefort loose again with all the forced emigrants of New Caledonia at his heels, and a battalion of the aborigines to combat in favor of the rights of man and the universal Republic. The members of the Permanent Commission, a selection of the most Argus-eyed deputies appointed to give the alarm in case any person makes away with the Government while the Assembly is in vacation, are reported to go to bed in top boots and Ulster coats, with an untaxed chimney-pot hat for a nightcap, and a stout whip, and blue umbrella across their breasts as wand of office. All these terrors are now allayed for certain till the 12th proximo, when the deputies will return to school. xyxy=(747,408,923,1048)
column-4 xyxy=(562,34,738,1522)
paragraph: The Board decided that as Miss Fee was coming up for examination her appointment should depend upon the result of such examination. xyxy=(562,115,738,145)
paragraph: The town clerk desired to mention that an officer had communicated to the city surveyor that day that these improvements would be carried out at once. xyxy=(7,1320,183,1349)
column-6 xyxy=(932,34,1108,1522)
paragraph: A driver's license was granted to John Hay, Christchurch. xyxy=(192,887,368,907)
paragraph: Head mistress, £200, house, bonus, and pupil teachers' money. xyxy=(377,53,553,73)
paragraph: It was resolved that Barry's Bay would be proclaimed an educational district as soon as the boundaries were correctly ascertained. xyxy=(377,1128,553,1158)
paragraph: Sir,—We have the honor to report that during the past fortnight we have examined seventy-four candidates for scholarships, twenty in class A, twenty-six in Class B, nineteen in class C, and nine in class D. The results are shown in the tables of marks which we enclose. xyxy=(377,523,553,571)
section-heading-road-boards: ROAD BOARDS. xyxy=(562,450,738,468)
dateline: April 18th. xyxy=(888,68,923,78)
paragraph: Permission to erect a lamp was granted, under the supervision of the surveyor; the asphalting to be attended to as soon as convenient. xyxy=(192,344,368,373)
paragraph: A similar application for the purpose of purchasing school furniture was read from the Harewood road committee, and the Board directed a similar reply to be sent. xyxy=(562,220,738,259)
paragraph: Two pupil teachers, £60. xyxy=(385,150,462,160)
paragraph: A second letter was read from the Commissioner of Police acknowledging receipt of copy of resolution passed by the Council respecting the practice of throwing flour, soot, and lime at elections, and stating that he had given instructions to the inspector of police to pay particular attention to this matter, with the view of bringing all persons so offending to justice. xyxy=(192,121,368,189)
subheading-drill-instructor: DRILL INSTRUCTOR. xyxy=(608,353,692,363)
paragraph: A letter was read from the committee asking the Board to take the necessary steps for levying a building rate. xyxy=(562,158,738,187)
